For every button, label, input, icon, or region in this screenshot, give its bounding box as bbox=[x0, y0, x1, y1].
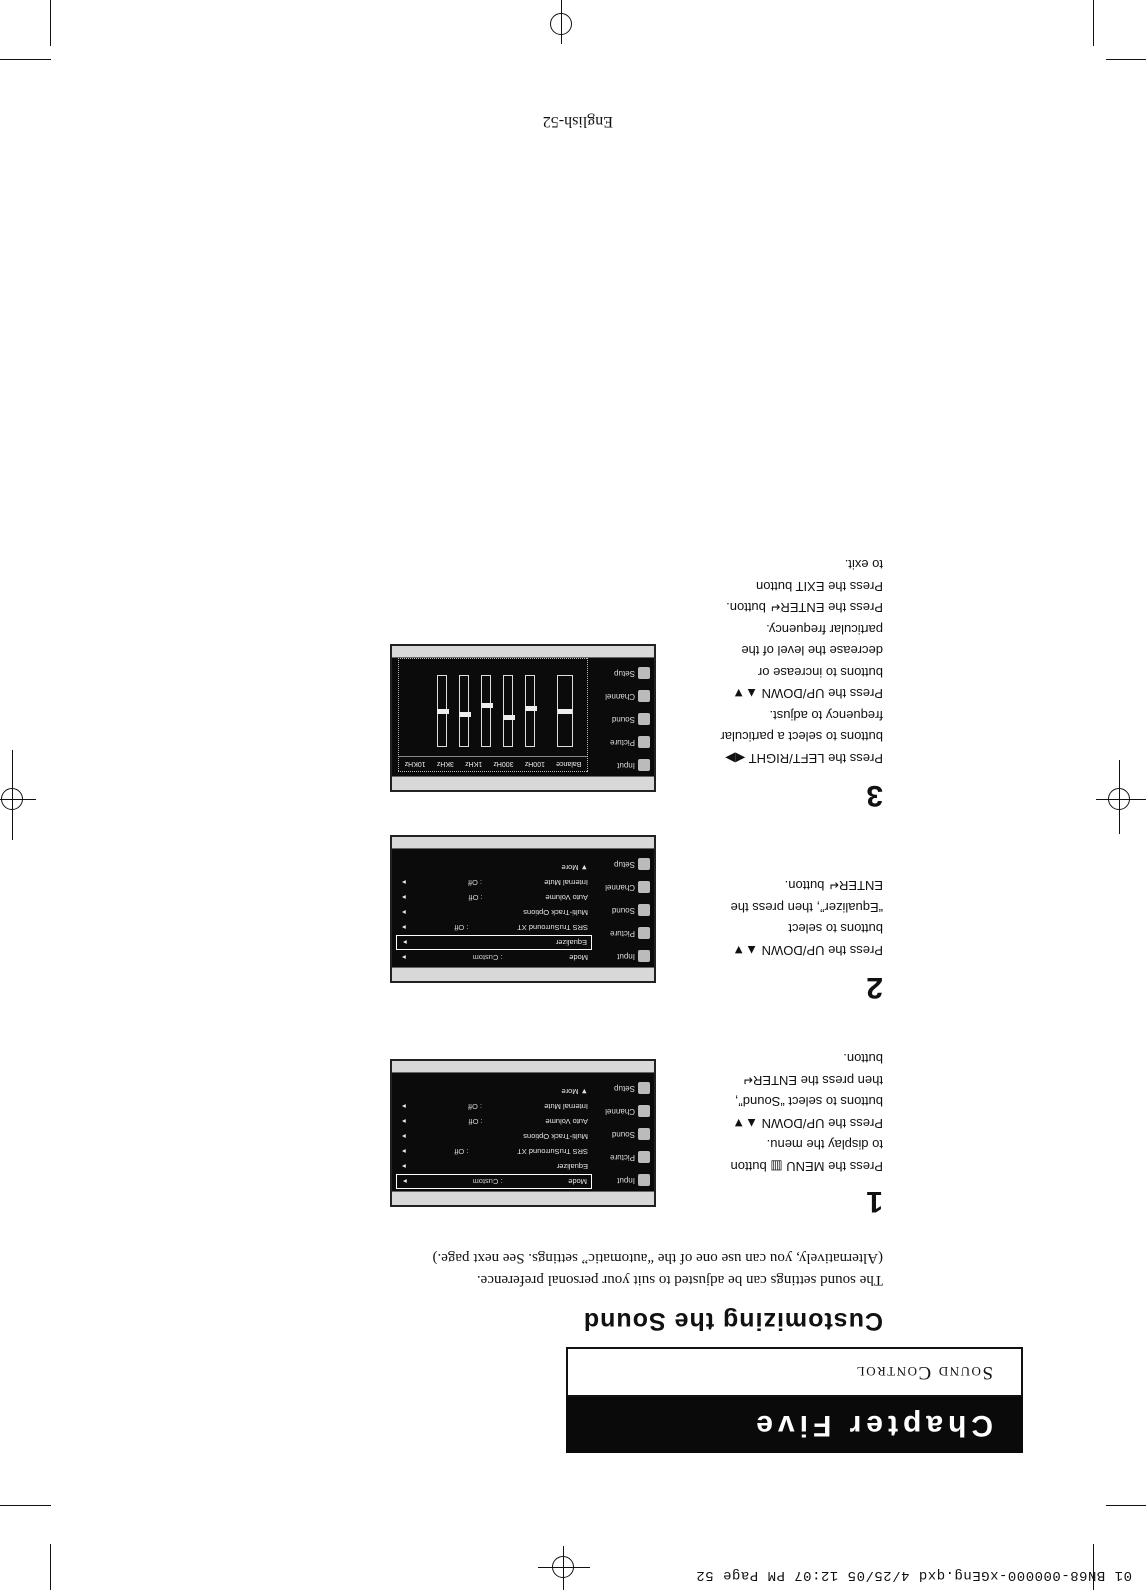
eq-slider-knob bbox=[558, 709, 572, 714]
menu-row bbox=[396, 950, 592, 965]
menu-row bbox=[396, 1114, 592, 1129]
menu-item-label: Picture bbox=[610, 929, 635, 938]
arrow-right-icon: ▸ bbox=[402, 1117, 406, 1126]
step-line: Press the UP/DOWN ▲▼ bbox=[732, 1116, 883, 1131]
menu-item-label: Input bbox=[617, 761, 635, 770]
band-label: 300Hz bbox=[493, 760, 514, 768]
setup-icon bbox=[638, 668, 650, 680]
step-line: buttons to increase or bbox=[757, 665, 883, 680]
row-value: : Off bbox=[467, 1102, 483, 1111]
registration-line bbox=[538, 1567, 590, 1568]
menu-item bbox=[594, 1169, 654, 1192]
screen-bottom-bar bbox=[392, 837, 654, 849]
eq-slider-knob bbox=[437, 709, 449, 714]
row-label: Auto Volume bbox=[545, 1117, 588, 1126]
row-label: SRS TruSurround XT bbox=[517, 923, 588, 932]
page-number: English-52 bbox=[542, 113, 613, 130]
equalizer-band-labels bbox=[399, 756, 587, 771]
sound-menu-list bbox=[396, 860, 592, 965]
step-instructions bbox=[731, 1048, 883, 1177]
menu-sidebar bbox=[594, 657, 654, 777]
row-value: : Off bbox=[454, 1147, 469, 1156]
step-line: Press the UP/DOWN ▲▼ bbox=[732, 943, 883, 958]
step-line: Press the EXIT button bbox=[756, 579, 883, 594]
sound-icon bbox=[638, 714, 650, 726]
menu-item bbox=[594, 1077, 654, 1100]
menu-item bbox=[594, 853, 654, 876]
menu-row bbox=[396, 920, 592, 935]
step-line: particular frequency. bbox=[766, 622, 883, 637]
arrow-right-icon: ▸ bbox=[402, 1102, 406, 1111]
chapter-heading: Chapter Five bbox=[566, 1397, 1023, 1453]
registration-line bbox=[0, 799, 36, 800]
arrow-right-icon: ▸ bbox=[402, 908, 406, 917]
menu-item-label: Sound bbox=[611, 1130, 635, 1139]
step-number: 2 bbox=[866, 971, 883, 1004]
menu-item-label: Channel bbox=[605, 883, 635, 892]
step-line: Press the UP/DOWN ▲▼ bbox=[732, 686, 883, 702]
menu-item bbox=[594, 945, 654, 968]
menu-row bbox=[396, 1129, 592, 1144]
screen-top-bar bbox=[392, 776, 654, 790]
menu-item-label: Channel bbox=[605, 692, 635, 701]
row-label: ▼ More bbox=[561, 863, 588, 872]
arrow-right-icon: ▸ bbox=[403, 938, 407, 947]
row-value: : Off bbox=[468, 893, 483, 902]
menu-item bbox=[594, 685, 654, 708]
row-label: Multi-Track Options bbox=[523, 1132, 588, 1141]
band-label: 3KHz bbox=[436, 760, 454, 768]
row-label: Auto Volume bbox=[545, 893, 588, 902]
menu-item bbox=[594, 754, 654, 777]
setup-icon bbox=[638, 1083, 650, 1095]
menu-row bbox=[396, 1084, 592, 1099]
channel-icon bbox=[638, 882, 650, 894]
menu-row bbox=[396, 935, 592, 950]
band-label: 100Hz bbox=[524, 760, 545, 768]
eq-slider bbox=[525, 675, 535, 747]
registration-line bbox=[561, 0, 562, 44]
row-value: : Off bbox=[468, 1117, 483, 1126]
picture-icon bbox=[638, 1152, 650, 1164]
menu-row bbox=[396, 1144, 592, 1159]
arrow-right-icon: ▸ bbox=[402, 923, 406, 932]
row-label: Internal Mute bbox=[544, 1102, 588, 1111]
arrow-right-icon: ▸ bbox=[403, 1177, 407, 1186]
eq-slider-knob bbox=[503, 715, 515, 720]
row-value: : Custom bbox=[472, 953, 503, 962]
menu-sidebar bbox=[594, 1072, 654, 1192]
step-line: buttons to select bbox=[788, 921, 883, 937]
band-label: 1KHz bbox=[465, 760, 483, 768]
setup-icon bbox=[638, 859, 650, 871]
step-line: decrease the level of the bbox=[741, 643, 883, 659]
row-label: Equalizer bbox=[556, 1162, 588, 1171]
step-line: Press the LEFT/RIGHT ◀▶ bbox=[725, 751, 883, 766]
arrow-right-icon: ▸ bbox=[402, 878, 406, 887]
step-line: frequency to adjust. bbox=[769, 708, 883, 723]
row-label: Multi-Track Options bbox=[523, 908, 588, 917]
arrow-right-icon: ▸ bbox=[402, 953, 406, 962]
registration-line bbox=[563, 1546, 564, 1590]
eq-slider bbox=[437, 675, 447, 747]
crop-mark bbox=[50, 1544, 51, 1590]
menu-item bbox=[594, 922, 654, 945]
menu-item-label: Picture bbox=[610, 1153, 635, 1162]
crop-mark bbox=[0, 59, 51, 60]
section-heading: Sound Control bbox=[566, 1347, 1023, 1397]
arrow-right-icon: ▸ bbox=[402, 893, 406, 902]
menu-item-label: Input bbox=[617, 1176, 635, 1185]
eq-slider bbox=[503, 675, 513, 747]
row-label: Mode bbox=[569, 953, 588, 962]
step-instructions bbox=[731, 875, 883, 961]
step-line: to display the menu. bbox=[766, 1137, 883, 1153]
screen-bottom-bar bbox=[392, 646, 654, 658]
step-line: ENTER↵ button. bbox=[784, 878, 883, 894]
crop-mark bbox=[1106, 1505, 1146, 1506]
step-line: buttons to select a particular bbox=[720, 729, 883, 745]
step-line: buttons to select “Sound”, bbox=[734, 1094, 883, 1110]
row-label: Internal Mute bbox=[544, 878, 588, 887]
input-icon bbox=[638, 1175, 650, 1187]
menu-item bbox=[594, 876, 654, 899]
step-line: then press the ENTER↵ bbox=[742, 1073, 883, 1088]
step-line: Press the MENU ▥ button bbox=[730, 1159, 883, 1174]
menu-row bbox=[396, 875, 592, 890]
registration-line bbox=[1096, 799, 1146, 800]
intro-line: The sound settings can be adjusted to suit your personal preference. bbox=[476, 1272, 883, 1288]
registration-line bbox=[1119, 760, 1120, 834]
row-value: : Off bbox=[467, 878, 483, 887]
eq-slider-knob bbox=[481, 703, 493, 708]
screen-bottom-bar bbox=[392, 1061, 654, 1073]
step-line: “Equalizer”, then press the bbox=[730, 900, 883, 915]
crop-mark bbox=[1093, 0, 1094, 46]
intro-line: (Alternatively, you can use one of the “automatic” settings. See next page.) bbox=[432, 1250, 883, 1266]
menu-row bbox=[396, 860, 592, 875]
menu-row bbox=[396, 905, 592, 920]
arrow-right-icon: ▸ bbox=[402, 1147, 406, 1156]
menu-row bbox=[396, 1159, 592, 1174]
crop-mark bbox=[1106, 59, 1146, 60]
menu-item bbox=[594, 1123, 654, 1146]
step-number: 1 bbox=[866, 1185, 883, 1218]
eq-slider bbox=[481, 675, 491, 747]
menu-item bbox=[594, 1100, 654, 1123]
eq-slider-knob bbox=[459, 712, 471, 717]
menu-item bbox=[594, 662, 654, 685]
band-label: 10KHz bbox=[404, 760, 426, 768]
picture-icon bbox=[638, 737, 650, 749]
print-slug: 01 BN68-000000-xGEng.qxd 4/25/05 12:07 PM Page 52 bbox=[695, 1567, 1132, 1583]
arrow-right-icon: ▸ bbox=[402, 1132, 406, 1141]
menu-item-label: Channel bbox=[605, 1107, 635, 1116]
band-label: Balance bbox=[556, 760, 582, 768]
menu-item bbox=[594, 731, 654, 754]
step-number: 3 bbox=[866, 779, 883, 812]
sound-icon bbox=[638, 905, 650, 917]
crop-mark bbox=[0, 1505, 51, 1506]
screen-top-bar bbox=[392, 967, 654, 981]
row-label: ▼ More bbox=[561, 1087, 588, 1096]
step-line: Press the ENTER↵ button. bbox=[726, 600, 883, 616]
menu-item bbox=[594, 708, 654, 731]
crop-mark bbox=[50, 0, 51, 46]
menu-row bbox=[396, 1099, 592, 1114]
menu-item bbox=[594, 1146, 654, 1169]
menu-row bbox=[396, 1174, 592, 1189]
tv-menu-screenshot bbox=[390, 1059, 656, 1207]
row-label: Mode bbox=[568, 1177, 587, 1186]
menu-item-label: Picture bbox=[610, 738, 635, 747]
menu-item-label: Setup bbox=[614, 669, 635, 678]
tv-equalizer-screenshot bbox=[390, 644, 656, 792]
eq-slider bbox=[459, 675, 469, 747]
menu-item-label: Setup bbox=[614, 860, 635, 869]
screen-top-bar bbox=[392, 1191, 654, 1205]
eq-slider bbox=[557, 675, 573, 747]
registration-line bbox=[12, 750, 13, 840]
row-value: : Custom bbox=[472, 1177, 503, 1186]
channel-icon bbox=[638, 1106, 650, 1118]
arrow-right-icon: ▸ bbox=[402, 1162, 406, 1171]
row-label: SRS TruSurround XT bbox=[517, 1147, 588, 1156]
picture-icon bbox=[638, 928, 650, 940]
sound-icon bbox=[638, 1129, 650, 1141]
step-instructions bbox=[720, 554, 883, 769]
channel-icon bbox=[638, 691, 650, 703]
sound-menu-list bbox=[396, 1084, 592, 1189]
row-value: : Off bbox=[454, 923, 469, 932]
step-line: to exit. bbox=[844, 557, 883, 573]
equalizer-panel bbox=[398, 658, 588, 772]
menu-row bbox=[396, 890, 592, 905]
menu-item-label: Sound bbox=[611, 906, 635, 915]
menu-item-label: Sound bbox=[611, 715, 635, 724]
input-icon bbox=[638, 951, 650, 963]
menu-item-label: Input bbox=[617, 952, 635, 961]
menu-item bbox=[594, 899, 654, 922]
input-icon bbox=[638, 760, 650, 772]
tv-menu-screenshot bbox=[390, 835, 656, 983]
page-title: Customizing the Sound bbox=[582, 1307, 883, 1335]
menu-sidebar bbox=[594, 848, 654, 968]
step-line: button. bbox=[843, 1051, 883, 1067]
menu-item-label: Setup bbox=[614, 1084, 635, 1093]
row-label: Equalizer bbox=[555, 938, 587, 947]
eq-slider-knob bbox=[525, 706, 537, 711]
